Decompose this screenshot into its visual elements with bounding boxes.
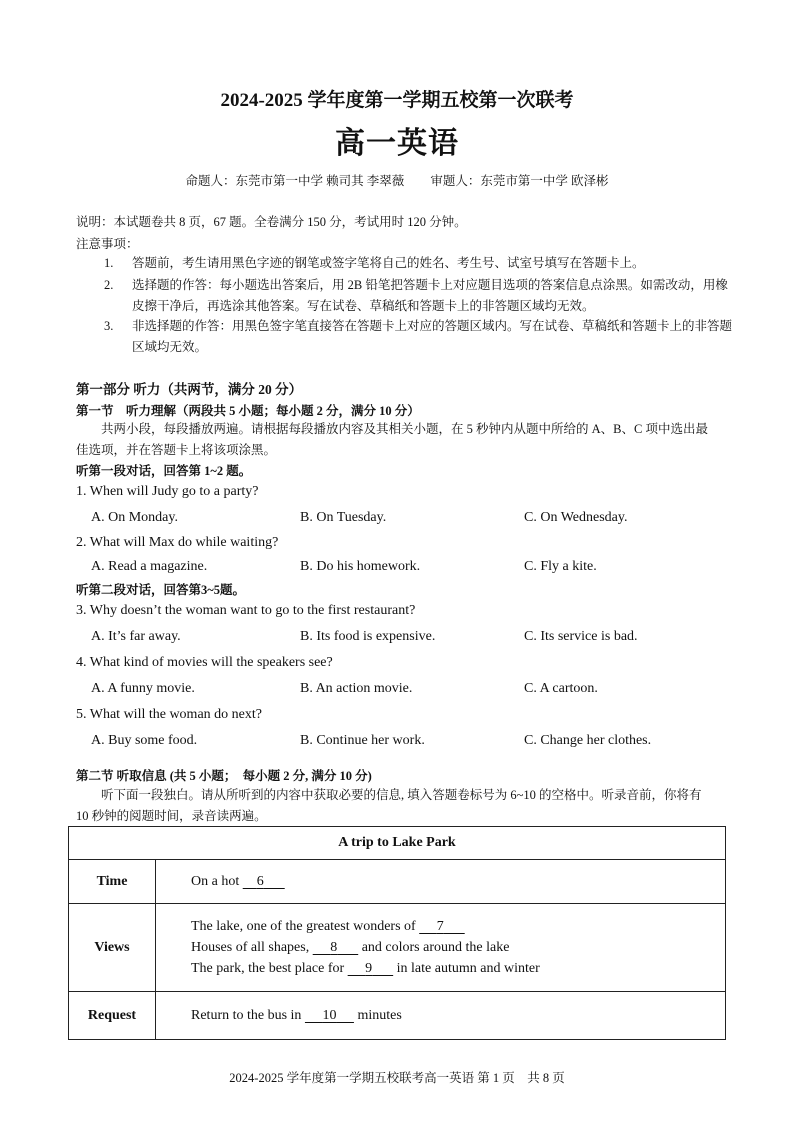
question-5: 5. What will the woman do next? — [76, 707, 262, 722]
question-3: 3. Why doesn’t the woman want to go to the first restaurant? — [76, 603, 416, 618]
notice-item-number: 3. — [104, 319, 114, 333]
exam-title: 2024-2025 学年度第一学期五校第一次联考 — [220, 90, 574, 111]
request-text-a: Return to the bus in — [191, 1007, 302, 1023]
notice-title: 注意事项： — [76, 237, 139, 251]
dialog2-label: 听第二段对话，回答第3~5题。 — [76, 583, 246, 597]
notice-item-text: 非选择题的作答：用黑色签字笔直接答在答题卡上对应的答题区域内。写在试卷、草稿纸和答题卡上的非答题区域均无效。 — [132, 319, 733, 354]
time-text: On a hot — [191, 873, 240, 889]
exam-description: 说明：本试题卷共 8 页，67 题。全卷满分 150 分，考试用时 120 分钟。 — [76, 215, 467, 229]
views-cell — [156, 904, 726, 992]
notice-item-number: 2. — [104, 278, 114, 292]
reviewers: 审题人：东莞市第一中学 欧泽彬 — [430, 174, 609, 188]
authors-line — [0, 171, 794, 189]
views-line-2a: Houses of all shapes, — [191, 940, 310, 955]
blank-6: 6 — [256, 873, 264, 889]
q2-option-c: C. Fly a kite. — [524, 559, 597, 574]
time-cell — [156, 860, 726, 904]
part1-title: 第一部分 听力（共两节，满分 20 分） — [76, 382, 303, 397]
lake-park-table — [68, 826, 726, 1040]
section1-description: 共两小段，每段播放两遍。请根据每段播放内容及其相关小题，在 5 秒钟内从题中所给的 A、B、C 项中选出最佳选项，并在答题卡上将该项涂黑。 — [76, 422, 708, 457]
q3-option-b: B. Its food is expensive. — [300, 629, 436, 644]
dialog1-label: 听第一段对话，回答第 1~2 题。 — [76, 464, 252, 478]
q2-option-b: B. Do his homework. — [300, 559, 421, 574]
q4-option-c: C. A cartoon. — [524, 681, 598, 696]
q2-option-a: A. Read a magazine. — [91, 559, 208, 574]
time-label: Time — [69, 860, 156, 904]
subject-title: 高一英语 — [335, 127, 459, 160]
q3-option-a: A. It’s far away. — [91, 629, 181, 644]
request-label: Request — [69, 992, 156, 1040]
section2-title: 第二节 听取信息 (共 5 小题； 每小题 2 分, 满分 10 分) — [76, 769, 372, 783]
q5-option-b: B. Continue her work. — [300, 733, 425, 748]
q5-option-c: C. Change her clothes. — [524, 733, 652, 748]
page-footer: 2024-2025 学年度第一学期五校联考高一英语 第 1 页 共 8 页 — [229, 1071, 565, 1085]
q4-option-a: A. A funny movie. — [91, 681, 195, 696]
q3-option-c: C. Its service is bad. — [524, 629, 638, 644]
notice-item — [104, 275, 734, 317]
views-line-2b: and colors around the lake — [361, 940, 510, 955]
notice-item-number: 1. — [104, 256, 114, 270]
notice-item-text: 选择题的作答：每小题选出答案后，用 2B 铅笔把答题卡上对应题目选项的答案信息点涂黑。如需改动，用橡皮擦干净后，再选涂其他答案。写在试卷、草稿纸和答题卡上的非答题区域均无效。 — [132, 278, 728, 313]
q5-option-a: A. Buy some food. — [91, 733, 198, 748]
request-text-b: minutes — [357, 1007, 402, 1023]
q4-option-b: B. An action movie. — [300, 681, 413, 696]
views-line-1: The lake, one of the greatest wonders of — [191, 919, 416, 934]
section2-description: 听下面一段独白。请从所听到的内容中获取必要的信息, 填入答题卷标号为 6~10 的空格中。听录音前，你将有 10 秒钟的阅题时间，录音读两遍。 — [76, 788, 702, 823]
views-label: Views — [69, 904, 156, 992]
section1-title: 第一节 听力理解（两段共 5 小题；每小题 2 分，满分 10 分） — [76, 404, 420, 418]
blank-7: 7 — [436, 919, 444, 934]
question-2: 2. What will Max do while waiting? — [76, 535, 279, 550]
blank-9: 9 — [365, 961, 373, 976]
table-title: A trip to Lake Park — [69, 827, 726, 860]
request-cell — [156, 992, 726, 1040]
notice-item — [104, 316, 734, 358]
views-line-3a: The park, the best place for — [191, 961, 345, 976]
notice-item-text: 答题前，考生请用黑色字迹的钢笔或签字笔将自己的姓名、考生号、试室号填写在答题卡上。 — [132, 256, 645, 270]
blank-8: 8 — [330, 940, 338, 955]
question-1: 1. When will Judy go to a party? — [76, 484, 259, 499]
views-line-3b: in late autumn and winter — [396, 961, 540, 976]
setters: 命题人：东莞市第一中学 赖司其 李翠薇 — [185, 174, 405, 188]
question-4: 4. What kind of movies will the speakers see? — [76, 655, 333, 670]
q1-option-a: A. On Monday. — [91, 510, 178, 525]
q1-option-c: C. On Wednesday. — [524, 510, 628, 525]
notice-item — [104, 253, 734, 274]
blank-10: 10 — [322, 1007, 337, 1023]
q1-option-b: B. On Tuesday. — [300, 510, 387, 525]
